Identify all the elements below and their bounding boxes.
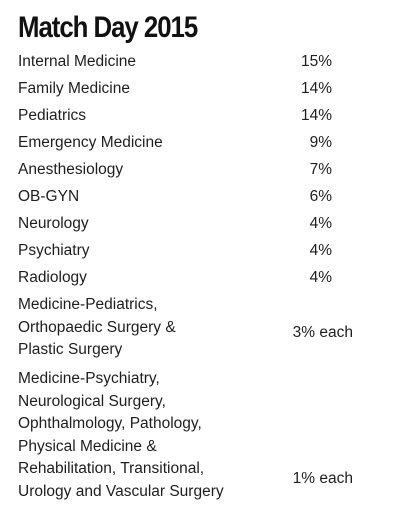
specialty-name: Psychiatry — [18, 242, 90, 259]
specialty-name: Internal Medicine — [18, 53, 137, 70]
specialty-name: OB-GYN — [18, 188, 80, 205]
specialty-percent: 4% — [309, 242, 332, 259]
specialty-percent: 6% — [309, 188, 332, 205]
specialty-name: Medicine-Psychiatry, Neurological Surgery, Ophthalmology, Pathology, Physical Medicine & Rehabilitation, Transitional, Urology and Vascular Surgery — [18, 370, 224, 500]
specialty-percent: 4% — [309, 215, 332, 232]
specialty-name: Radiology — [18, 269, 87, 286]
specialty-percent: 7% — [309, 161, 332, 178]
specialty-name: Anesthesiology — [18, 161, 124, 178]
specialty-name: Pediatrics — [18, 107, 87, 124]
specialty-percent: 15% — [300, 53, 332, 70]
list-item-one-percent-group — [18, 368, 358, 498]
specialty-percent: 9% — [309, 134, 332, 151]
specialty-name: Neurology — [18, 215, 89, 232]
specialty-name: Medicine-Pediatrics, Orthopaedic Surgery & Plastic Surgery — [18, 296, 176, 358]
specialty-name: Family Medicine — [18, 80, 130, 97]
specialty-percent: 4% — [309, 269, 332, 286]
page-title: Match Day 2015 — [18, 11, 198, 44]
specialty-percent: 1% each — [292, 470, 353, 487]
specialty-percent: 14% — [300, 107, 332, 124]
specialty-percent: 14% — [300, 80, 332, 97]
list-item-three-percent-group — [18, 294, 358, 362]
specialty-percent: 3% each — [292, 324, 353, 341]
specialty-name: Emergency Medicine — [18, 134, 163, 151]
